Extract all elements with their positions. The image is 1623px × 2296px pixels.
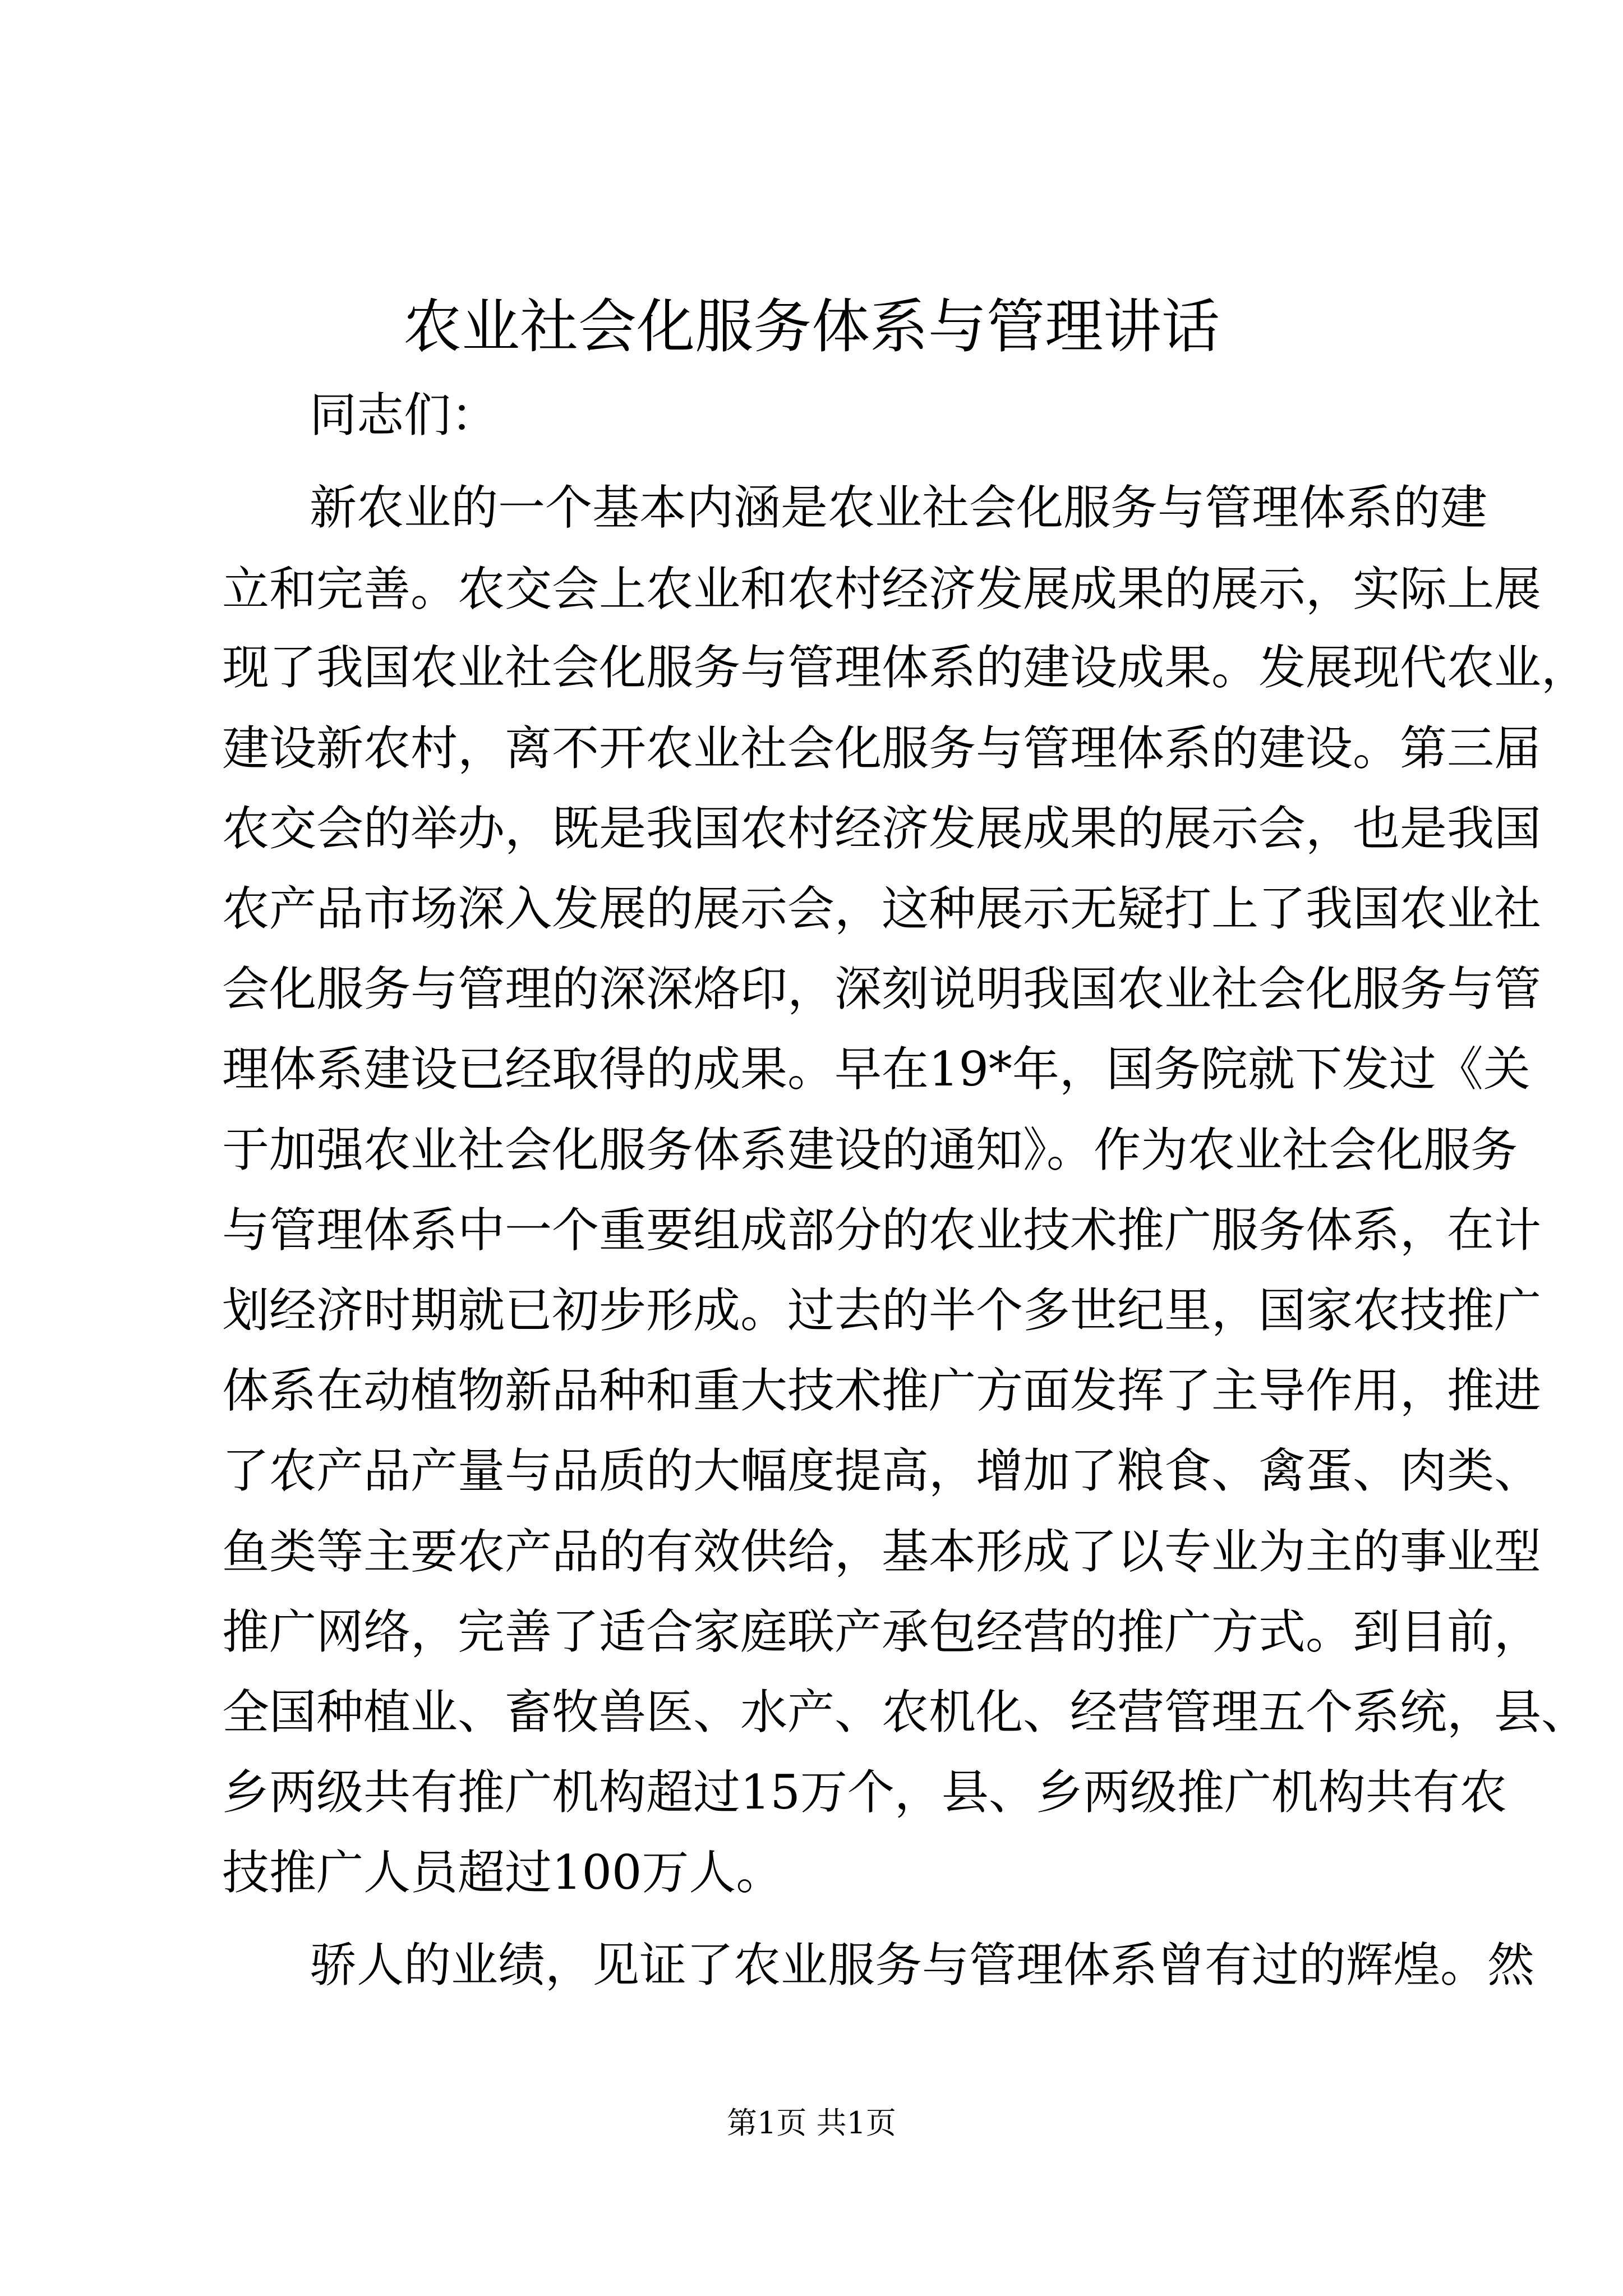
paragraph-line: 农交会的举办，既是我国农村经济发展成果的展示会，也是我国 [222, 801, 1542, 856]
paragraph-line: 建设新农村，离不开农业社会化服务与管理体系的建设。第三届 [222, 721, 1542, 776]
paragraph-line: 理体系建设已经取得的成果。早在19*年，国务院就下发过《关 [222, 1042, 1530, 1097]
paragraph-line: 立和完善。农交会上农业和农村经济发展成果的展示，实际上展 [222, 562, 1542, 616]
greeting: 同志们： [310, 388, 499, 443]
paragraph-line: 现了我国农业社会化服务与管理体系的建设成果。发展现代农业， [222, 640, 1589, 695]
paragraph-line: 体系在动植物新品种和重大技术推广方面发挥了主导作用，推进 [222, 1363, 1542, 1418]
paragraph-line: 农产品市场深入发展的展示会，这种展示无疑打上了我国农业社 [222, 881, 1542, 936]
paragraph-line: 鱼类等主要农产品的有效供给，基本形成了以专业为主的事业型 [222, 1524, 1542, 1579]
document-title: 农业社会化服务体系与管理讲话 [403, 292, 1220, 361]
paragraph-line: 与管理体系中一个重要组成部分的农业技术推广服务体系，在计 [222, 1203, 1542, 1258]
paragraph-line: 于加强农业社会化服务体系建设的通知》。作为农业社会化服务 [222, 1122, 1518, 1177]
paragraph-line: 骄人的业绩，见证了农业服务与管理体系曾有过的辉煌。然 [310, 1938, 1535, 1993]
paragraph-line: 划经济时期就已初步形成。过去的半个多世纪里，国家农技推广 [222, 1283, 1542, 1338]
paragraph-line: 乡两级共有推广机构超过15万个，县、乡两级推广机构共有农 [222, 1765, 1507, 1820]
paragraph-line: 了农产品产量与品质的大幅度提高，增加了粮食、禽蛋、肉类、 [222, 1443, 1542, 1498]
paragraph-line: 推广网络，完善了适合家庭联产承包经营的推广方式。到目前， [222, 1604, 1542, 1659]
paragraph-line: 新农业的一个基本内涵是农业社会化服务与管理体系的建 [310, 480, 1488, 535]
paragraph-line: 全国种植业、畜牧兽医、水产、农机化、经营管理五个系统，县、 [222, 1685, 1589, 1740]
page-footer: 第1页 共1页 [727, 2105, 896, 2141]
paragraph-line: 会化服务与管理的深深烙印，深刻说明我国农业社会化服务与管 [222, 961, 1542, 1016]
paragraph-line: 技推广人员超过100万人。 [222, 1845, 783, 1900]
